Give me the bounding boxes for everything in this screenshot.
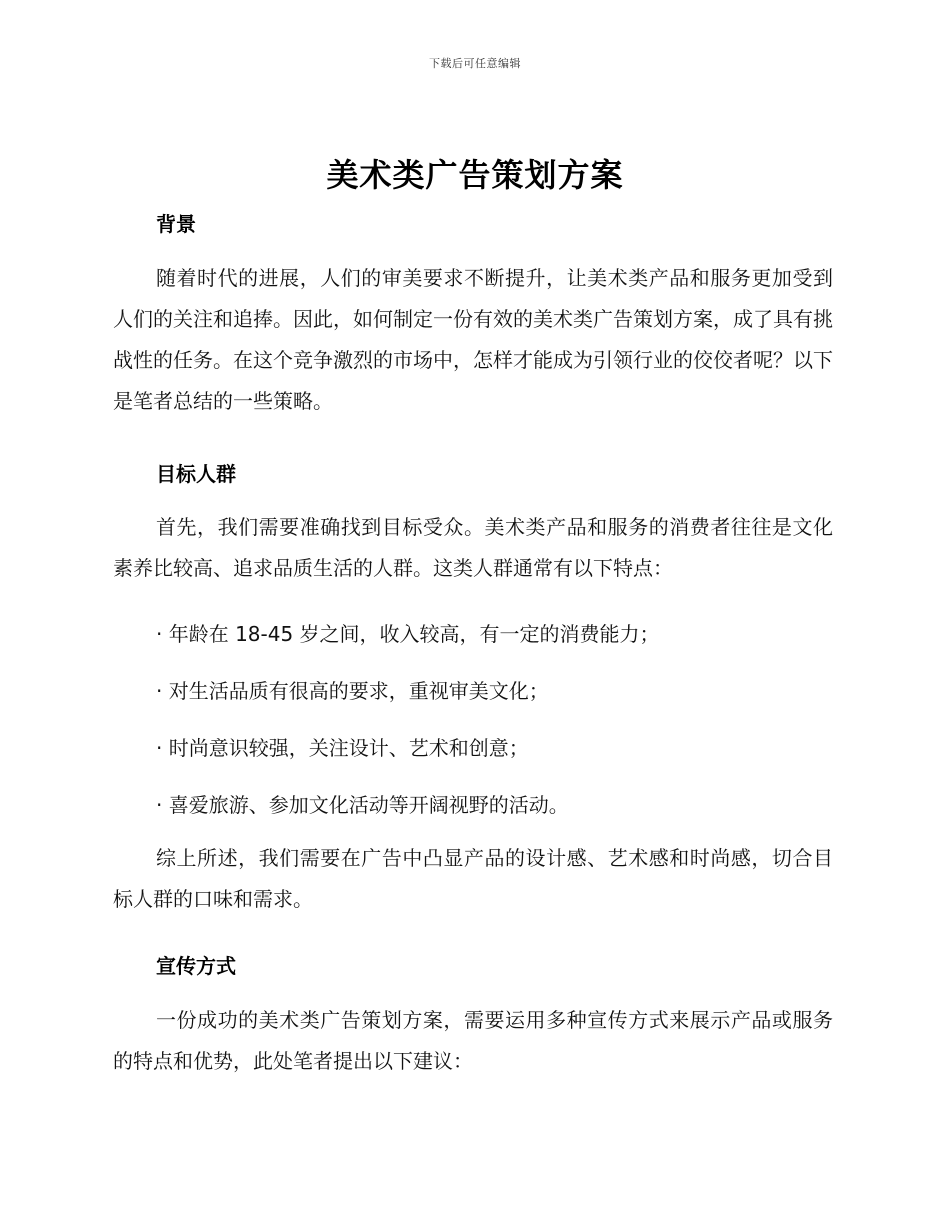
bullet-item-age: · 年龄在 18-45 岁之间，收入较高，有一定的消费能力； [156,622,660,646]
bullet-item-fashion: · 时尚意识较强，关注设计、艺术和创意； [156,736,529,760]
paragraph-promotion: 一份成功的美术类广告策划方案，需要运用多种宣传方式来展示产品或服务的特点和优势，此处笔者提出以下建议： [113,1008,833,1073]
section-heading-promotion: 宣传方式 [156,954,236,978]
bullet-item-quality: · 对生活品质有很高的要求，重视审美文化； [156,679,549,703]
document-title: 美术类广告策划方案 [326,156,624,194]
section-heading-target-audience: 目标人群 [156,462,236,486]
paragraph-target-audience-summary: 综上所述，我们需要在广告中凸显产品的设计感、艺术感和时尚感，切合目标人群的口味和需求。 [113,846,833,911]
bullet-item-travel: · 喜爱旅游、参加文化活动等开阔视野的活动。 [156,793,569,817]
paragraph-target-audience-intro: 首先，我们需要准确找到目标受众。美术类产品和服务的消费者往往是文化素养比较高、追求品质生活的人群。这类人群通常有以下特点： [113,515,833,580]
section-heading-background: 背景 [156,212,196,236]
header-note: 下载后可任意编辑 [429,57,521,70]
paragraph-background: 随着时代的进展，人们的审美要求不断提升，让美术类产品和服务更加受到人们的关注和追捧。因此，如何制定一份有效的美术类广告策划方案，成了具有挑战性的任务。在这个竞争激烈的市场中，怎样才能成为引领行业的佼佼者呢？以下是笔者总结的一些策略。 [113,266,833,413]
